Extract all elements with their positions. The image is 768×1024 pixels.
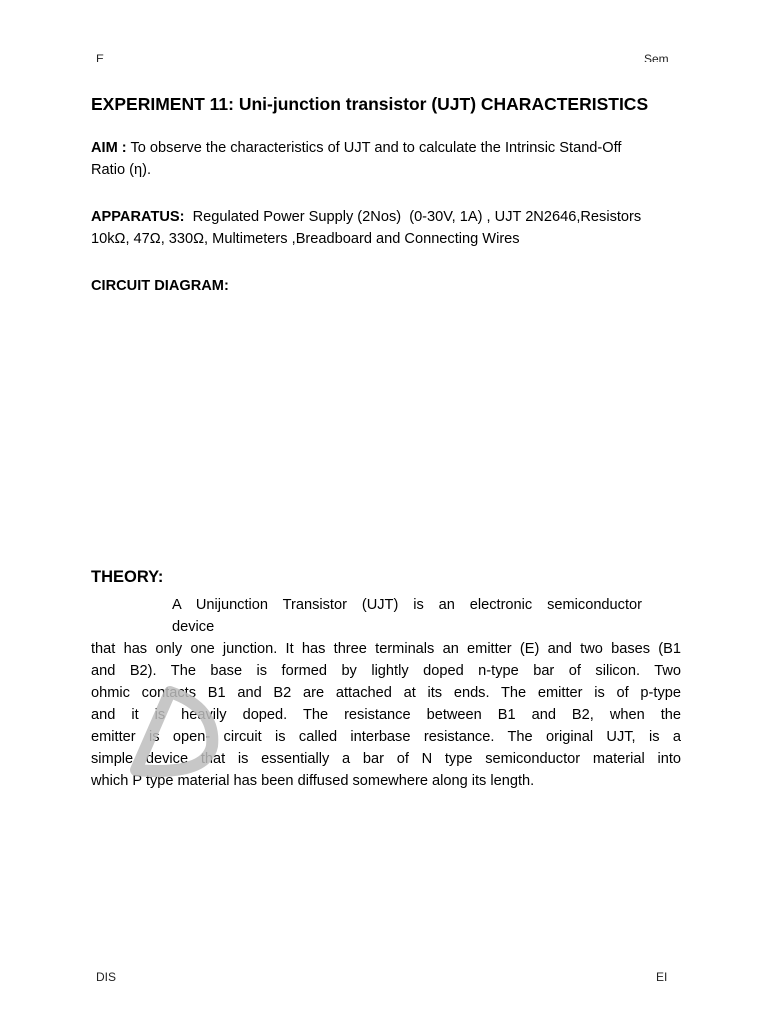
footer-left-text: DIS bbox=[96, 970, 117, 984]
theory-line: ohmic contacts B1 and B2 are attached at its ends. The emitter is of p-type bbox=[91, 685, 681, 701]
circuit-diagram-area bbox=[91, 308, 681, 558]
apparatus-line-1: Regulated Power Supply (2Nos) (0-30V, 1A) , UJT 2N2646,Resistors bbox=[184, 209, 642, 225]
theory-line: which P type material has been diffused somewhere along its length. bbox=[91, 773, 535, 789]
theory-heading: THEORY: bbox=[91, 568, 164, 586]
theory-line: and B2). The base is formed by lightly doped n-type bar of silicon. Two bbox=[91, 663, 681, 679]
theory-body bbox=[91, 638, 681, 792]
apparatus-label: APPARATUS: bbox=[91, 209, 185, 225]
footer-strip bbox=[0, 966, 768, 986]
experiment-title: EXPERIMENT 11: Uni-junction transistor (UJT) CHARACTERISTICS bbox=[91, 94, 649, 114]
aim-label: AIM : bbox=[91, 140, 127, 156]
theory-first-line: A Unijunction Transistor (UJT) is an electronic semiconductor bbox=[172, 597, 642, 613]
circuit-diagram-label: CIRCUIT DIAGRAM: bbox=[91, 278, 229, 294]
apparatus-paragraph bbox=[91, 206, 681, 250]
circuit-diagram-heading bbox=[91, 275, 681, 297]
theory-first-line-cont: device bbox=[172, 619, 215, 635]
theory-line: emitter is open- circuit is called interbase resistance. The original UJT, is a bbox=[91, 729, 681, 745]
header-right-text: Sem bbox=[644, 52, 669, 62]
footer-right-text: EI bbox=[656, 970, 668, 984]
header-strip bbox=[0, 0, 768, 62]
aim-line-2: Ratio (η). bbox=[91, 162, 152, 178]
header-left-text: E bbox=[96, 52, 105, 62]
aim-line-1: To observe the characteristics of UJT and to calculate the Intrinsic Stand-Off bbox=[126, 140, 622, 156]
theory-line: and it is heavily doped. The resistance between B1 and B2, when the bbox=[91, 707, 681, 723]
theory-line: simple device that is essentially a bar of N type semiconductor material into bbox=[91, 751, 681, 767]
theory-line: that has only one junction. It has three terminals an emitter (E) and two bases (B1 bbox=[91, 641, 681, 657]
apparatus-line-2: 10kΩ, 47Ω, 330Ω, Multimeters ,Breadboard and Connecting Wires bbox=[91, 231, 520, 247]
aim-paragraph bbox=[91, 137, 681, 181]
